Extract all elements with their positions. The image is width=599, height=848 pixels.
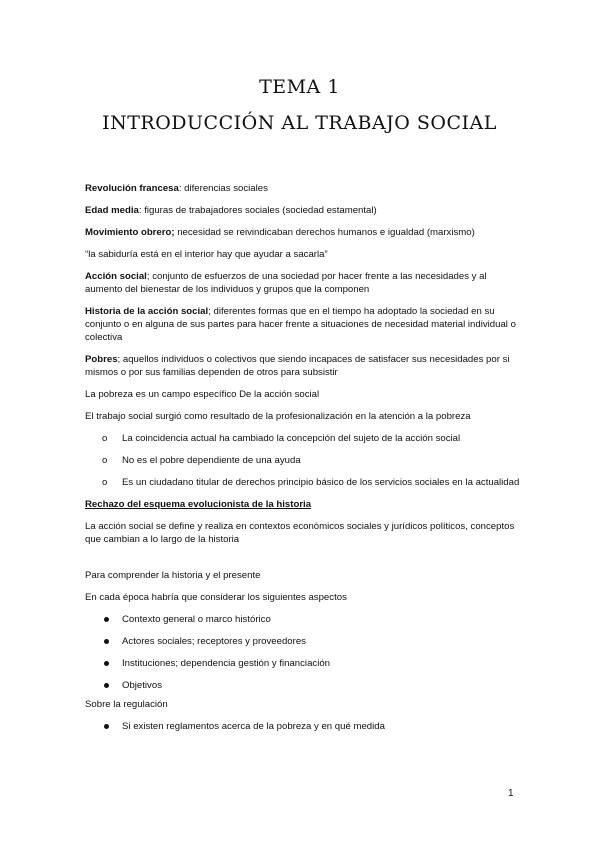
paragraph-epoca: En cada época habría que considerar los siguientes aspectos	[85, 592, 347, 603]
document-body	[85, 182, 525, 742]
list-item-text: Objetivos	[122, 680, 162, 691]
list-item-text: Es un ciudadano titular de derechos principio básico de los servicios sociales en la actualidad	[122, 477, 520, 488]
document-title: TEMA 1	[259, 76, 340, 98]
term: Movimiento obrero;	[85, 227, 175, 238]
list-item	[85, 657, 525, 670]
definition: ; conjunto de esfuerzos de una sociedad por hacer frente a las necesidades y al aumento del bienestar de los individuos y grupos que la componen	[85, 271, 487, 295]
term: Historia de la acción social	[85, 306, 209, 317]
definition: necesidad se reivindicaban derechos humanos e igualdad (marxismo)	[174, 227, 475, 238]
list-item	[85, 720, 525, 733]
list-item-text: Instituciones; dependencia gestión y financiación	[122, 658, 331, 669]
paragraph-comprender: Para comprender la historia y el presente	[85, 570, 261, 581]
bullet-list-regulacion	[85, 720, 525, 733]
list-item-text: Si existen reglamentos acerca de la pobreza y en qué medida	[122, 721, 385, 732]
paragraph-historia-accion	[85, 305, 525, 344]
bullet-icon	[104, 683, 109, 688]
page-number: 1	[508, 788, 514, 799]
list-item	[85, 476, 525, 489]
term: Acción social	[85, 271, 147, 282]
section-text: La acción social se define y realiza en contextos económicos sociales y jurídicos políticos, conceptos que cambian a lo largo de la historia	[85, 521, 515, 545]
list-item	[85, 679, 525, 692]
list-item-text: No es el pobre dependiente de una ayuda	[122, 455, 301, 466]
document-subtitle: INTRODUCCIÓN AL TRABAJO SOCIAL	[102, 112, 497, 134]
paragraph-regulacion: Sobre la regulación	[85, 699, 168, 710]
bullet-icon	[104, 661, 109, 666]
definition: ; aquellos individuos o colectivos que siendo incapaces de satisfacer sus necesidades por si mismos o por sus familias dependen de otros para subsistir	[85, 354, 510, 378]
sub-list	[85, 432, 525, 489]
circle-marker-icon: o	[102, 455, 108, 466]
spacer	[85, 555, 525, 569]
bullet-list-aspectos	[85, 613, 525, 692]
list-item-text: Actores sociales; receptores y proveedores	[122, 636, 306, 647]
paragraph-edad-media	[85, 204, 525, 217]
list-item-text: Contexto general o marco histórico	[122, 614, 271, 625]
term: Edad media	[85, 205, 139, 216]
paragraph-trabajo-social	[85, 410, 525, 423]
circle-marker-icon: o	[102, 433, 108, 444]
bullet-icon	[104, 639, 109, 644]
term: Revolución francesa	[85, 183, 179, 194]
list-item	[85, 635, 525, 648]
list-item	[85, 613, 525, 626]
paragraph-text: El trabajo social surgió como resultado de la profesionalización en la atención a la pobreza	[85, 411, 471, 422]
bullet-icon	[104, 724, 109, 729]
circle-marker-icon: o	[102, 477, 108, 488]
list-item-text: La coincidencia actual ha cambiado la concepción del sujeto de la acción social	[122, 433, 461, 444]
paragraph-accion-social	[85, 270, 525, 296]
definition: : figuras de trabajadores sociales (sociedad estamental)	[138, 205, 377, 216]
paragraph-text: La pobreza es un campo específico De la acción social	[85, 389, 320, 400]
bullet-icon	[104, 617, 109, 622]
definition: : diferencias sociales	[178, 183, 268, 194]
definition: ; diferentes formas que en el tiempo ha adoptado la sociedad en su conjunto o en alguna de sus partes para hacer frente a situaciones de necesidad material individual o colectiva	[85, 306, 516, 343]
quote-text: “la sabiduría está en el interior hay que ayudar a sacarla”	[85, 249, 328, 260]
paragraph-pobreza	[85, 388, 525, 401]
list-item	[85, 454, 525, 467]
paragraph-revolucion	[85, 182, 525, 195]
section-heading: Rechazo del esquema evolucionista de la historia	[85, 499, 312, 510]
paragraph-pobres	[85, 353, 525, 379]
list-item	[85, 432, 525, 445]
term: Pobres	[85, 354, 118, 365]
paragraph-quote	[85, 248, 525, 261]
paragraph-movimiento-obrero	[85, 226, 525, 239]
